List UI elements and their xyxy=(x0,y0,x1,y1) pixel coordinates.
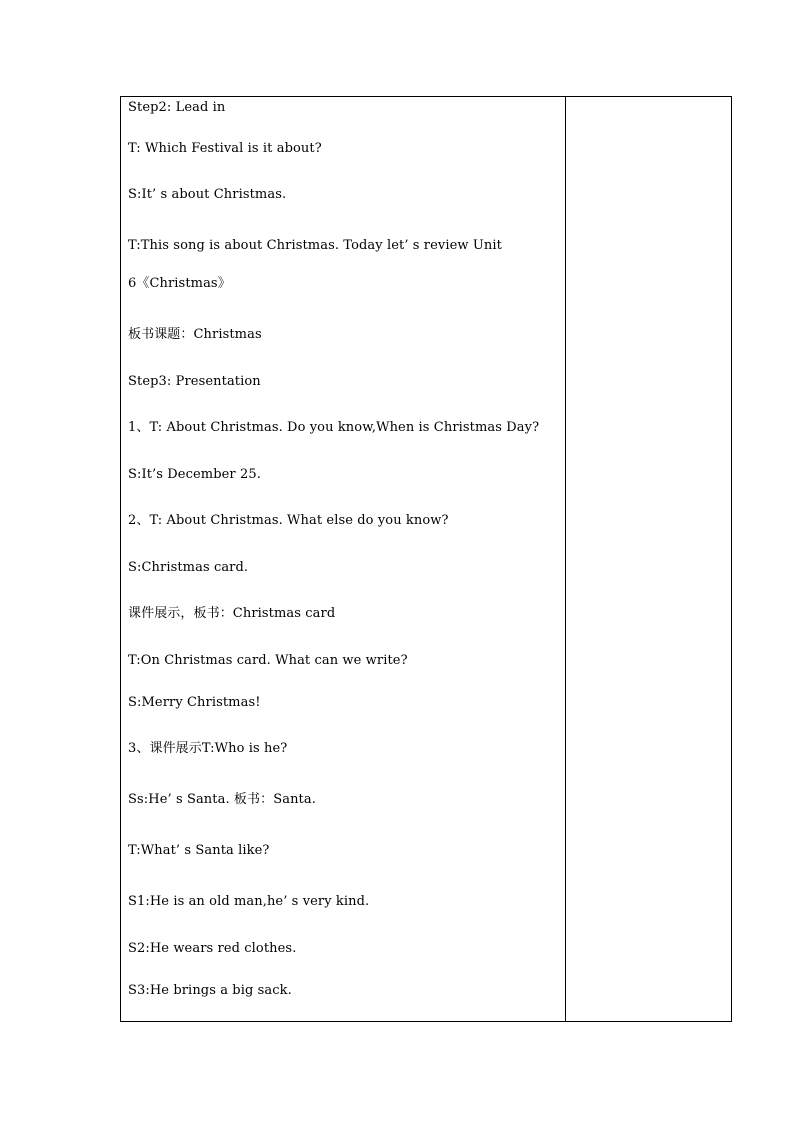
teacher-song-review: T:This song is about Christmas. Today let’ s review Unit xyxy=(128,238,502,253)
notes-cell xyxy=(566,97,731,1021)
step3-heading: Step3: Presentation xyxy=(128,374,261,389)
student-answer-date: S:It’s December 25. xyxy=(128,467,261,482)
teacher-question-date: 1、T: About Christmas. Do you know,When is Christmas Day? xyxy=(128,420,540,435)
student3-answer: S3:He brings a big sack. xyxy=(128,983,292,998)
student-answer-card: S:Christmas card. xyxy=(128,560,249,575)
student1-answer: S1:He is an old man,he’ s very kind. xyxy=(128,894,370,909)
step2-heading: Step2: Lead in xyxy=(128,100,226,115)
student-answer-merry: S:Merry Christmas! xyxy=(128,695,261,710)
teacher-question-else: 2、T: About Christmas. What else do you know? xyxy=(128,513,449,528)
lesson-table xyxy=(120,96,732,1022)
teacher-question-write: T:On Christmas card. What can we write? xyxy=(128,653,408,668)
board-topic: 板书课题：Christmas xyxy=(128,327,262,342)
teacher-question-festival: T: Which Festival is it about? xyxy=(128,141,322,156)
board-christmas-card: 课件展示，板书：Christmas card xyxy=(128,606,336,621)
teacher-question-who: 3、课件展示T:Who is he? xyxy=(128,741,288,756)
teacher-question-santa-like: T:What’ s Santa like? xyxy=(128,843,270,858)
unit-title: 6《Christmas》 xyxy=(128,276,231,291)
student-answer-christmas: S:It’ s about Christmas. xyxy=(128,187,287,202)
student2-answer: S2:He wears red clothes. xyxy=(128,941,297,956)
students-answer-santa: Ss:He’ s Santa. 板书：Santa. xyxy=(128,792,316,807)
